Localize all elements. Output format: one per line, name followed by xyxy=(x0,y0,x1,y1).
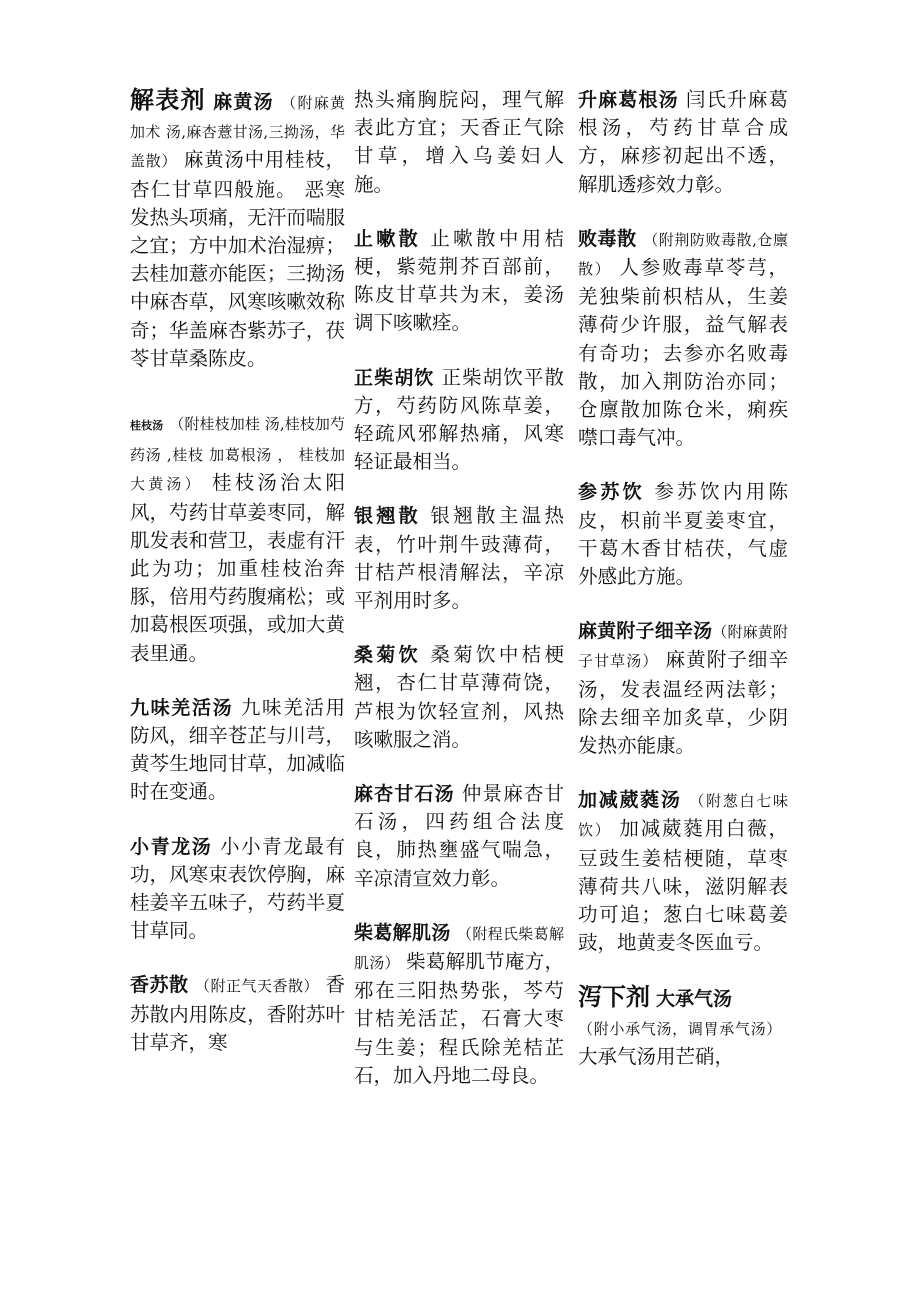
formula-title: 败毒散 xyxy=(578,227,637,250)
entry-zheng-chaihu-yin xyxy=(354,364,564,477)
formula-title: 麻黄附子细辛汤 xyxy=(578,620,713,643)
formula-verse: 仲景麻杏甘石汤，四药组合法度良，肺热壅盛气喘急，辛凉清宣效力彰。 xyxy=(354,782,564,890)
formula-verse: 柴葛解肌节庵方，邪在三阳热势张，芩芍甘桔羌活芷，石膏大枣与生姜；程氏除羌桔芷石，加入丹地二母良。 xyxy=(354,950,564,1087)
column-3 xyxy=(578,86,788,1097)
entry-guizhi-tang xyxy=(130,409,345,668)
entry-jiajian-weirui-tang xyxy=(578,786,788,957)
formula-verse: 止嗽散中用桔梗，紫菀荆芥百部前，陈皮甘草共为末，姜汤调下咳嗽痊。 xyxy=(354,226,564,335)
formula-title: 桂枝汤 xyxy=(130,419,164,433)
entry-xiao-qinglong-tang xyxy=(130,833,345,946)
formula-note: （附小承气汤，调胃承气汤） xyxy=(578,1019,782,1038)
formula-verse: 闫氏升麻葛根汤，芍药甘草合成方，麻疹初起出不透，解肌透疹效力彰。 xyxy=(578,88,788,196)
formula-verse: 热头痛胸脘闷，理气解表此方宜；天香正气除甘草，增入乌姜妇人施。 xyxy=(354,88,564,196)
formula-verse: 九味羌活用防风，细辛苍芷与川芎，黄芩生地同甘草，加减临时在变通。 xyxy=(130,695,345,804)
entry-baidu-san xyxy=(578,225,788,453)
formula-note: （附荆防败毒散,仓廪散） xyxy=(578,230,788,279)
entry-mahuang-fuzi-xixin-tang xyxy=(578,617,788,760)
formula-title: 麻黄汤 xyxy=(211,91,274,113)
entry-maxing-ganshi-tang xyxy=(354,780,564,893)
formula-note: （附葱白七味饮） xyxy=(578,792,788,840)
formula-verse: 小小青龙最有功，风寒束表饮停胸，麻桂姜辛五味子，芍药半夏甘草同。 xyxy=(130,834,345,943)
entry-yinqiao-san xyxy=(354,502,564,615)
formula-verse: 大承气汤用芒硝， xyxy=(578,1044,735,1068)
formula-title: 加减葳蕤汤 xyxy=(578,789,682,812)
formula-title: 香苏散 xyxy=(130,974,189,997)
formula-note: （附正气天香散） xyxy=(194,977,319,996)
formula-verse: 正柴胡饮平散方，芍药防风陈草姜，轻疏风邪解热痛，风寒轻证最相当。 xyxy=(354,365,564,474)
formula-note: （附桂枝加桂 汤,桂枝加芍药汤 ,桂枝 加葛根汤 ， 桂枝加大黄汤） xyxy=(130,415,345,494)
formula-title: 九味羌活汤 xyxy=(130,696,234,719)
formula-verse: 银翘散主温热表，竹叶荆牛豉薄荷，甘桔芦根清解法，辛凉平剂用时多。 xyxy=(354,504,564,613)
formula-title: 止嗽散 xyxy=(354,227,421,250)
entry-da-chengqi-tang xyxy=(578,983,788,1071)
column-1 xyxy=(130,86,345,1083)
formula-verse: 桑菊饮中桔梗翘，杏仁甘草薄荷饶，芦根为饮轻宣剂，风热咳嗽服之消。 xyxy=(354,643,564,751)
formula-title: 银翘散 xyxy=(354,505,421,528)
formula-title: 小青龙汤 xyxy=(130,835,213,858)
entry-shengma-gegen-tang xyxy=(578,86,788,199)
entry-xiangsu-san xyxy=(130,971,345,1057)
formula-title: 参苏饮 xyxy=(578,481,645,504)
entry-zhisou-san xyxy=(354,225,564,338)
category-heading: 泻下剂 xyxy=(578,983,650,1012)
formula-verse: 麻黄附子细辛汤，发表温经两法彰；除去细辛加炙草，少阴发热亦能康。 xyxy=(578,648,788,758)
entry-shensu-yin xyxy=(578,478,788,591)
entry-jiuwei-qianghuo-tang xyxy=(130,694,345,807)
entry-mahuang-tang xyxy=(130,86,345,373)
entry-sangju-yin xyxy=(354,641,564,754)
entry-chaige-jieji-tang xyxy=(354,919,564,1090)
formula-verse: 人参败毒草苓芎，羌独柴前枳桔从，生姜薄荷少许服，益气解表有奇功；去参亦名败毒散，加入荆防治亦同；仓廪散加陈仓米，痢疾噤口毒气冲。 xyxy=(578,256,788,450)
formula-note: （附程氏柴葛解肌汤） xyxy=(354,924,564,973)
entry-xiangsu-san-continued xyxy=(354,86,564,199)
formula-verse: 参苏饮内用陈皮，枳前半夏姜枣宜，干葛木香甘桔茯，气虚外感此方施。 xyxy=(578,480,788,589)
formula-title: 桑菊饮 xyxy=(354,644,421,667)
formula-title: 升麻葛根汤 xyxy=(578,89,679,111)
formula-note: （附麻黄附子甘草汤） xyxy=(578,623,788,671)
formula-verse: 桂枝汤治太阳风，芍药甘草姜枣同，解肌发表和营卫，表虚有汗此为功；加重桂枝治奔豚，倍用芍药腹痛松；或加葛根医项强，或加大黄表里通。 xyxy=(130,471,345,665)
formula-verse: 香苏散内用陈皮，香附苏叶甘草齐，寒 xyxy=(130,973,345,1054)
formula-title: 正柴胡饮 xyxy=(354,366,435,389)
formula-title: 柴葛解肌汤 xyxy=(354,921,451,944)
column-2 xyxy=(354,86,564,1116)
formula-title: 大承气汤 xyxy=(656,988,733,1011)
formula-verse: 加减葳蕤用白薇，豆豉生姜桔梗随，草枣薄荷共八味，滋阴解表功可追；葱白七味葛姜豉，地黄麦冬医血亏。 xyxy=(578,817,788,955)
category-heading: 解表剂 xyxy=(130,86,206,114)
formula-verse: 麻黄汤中用桂枝，杏仁甘草四般施。 恶寒发热头项痛，无汗而喘服之宜；方中加术治湿痹；去桂加薏亦能医；三拗汤中麻杏草，风寒咳嗽效称奇；华盖麻杏紫苏子，茯苓甘草桑陈皮。 xyxy=(130,148,345,370)
formula-note: （附麻黄加术 汤,麻杏薏甘汤,三拗汤，华盖散） xyxy=(130,94,345,171)
formula-title: 麻杏甘石汤 xyxy=(354,783,455,806)
